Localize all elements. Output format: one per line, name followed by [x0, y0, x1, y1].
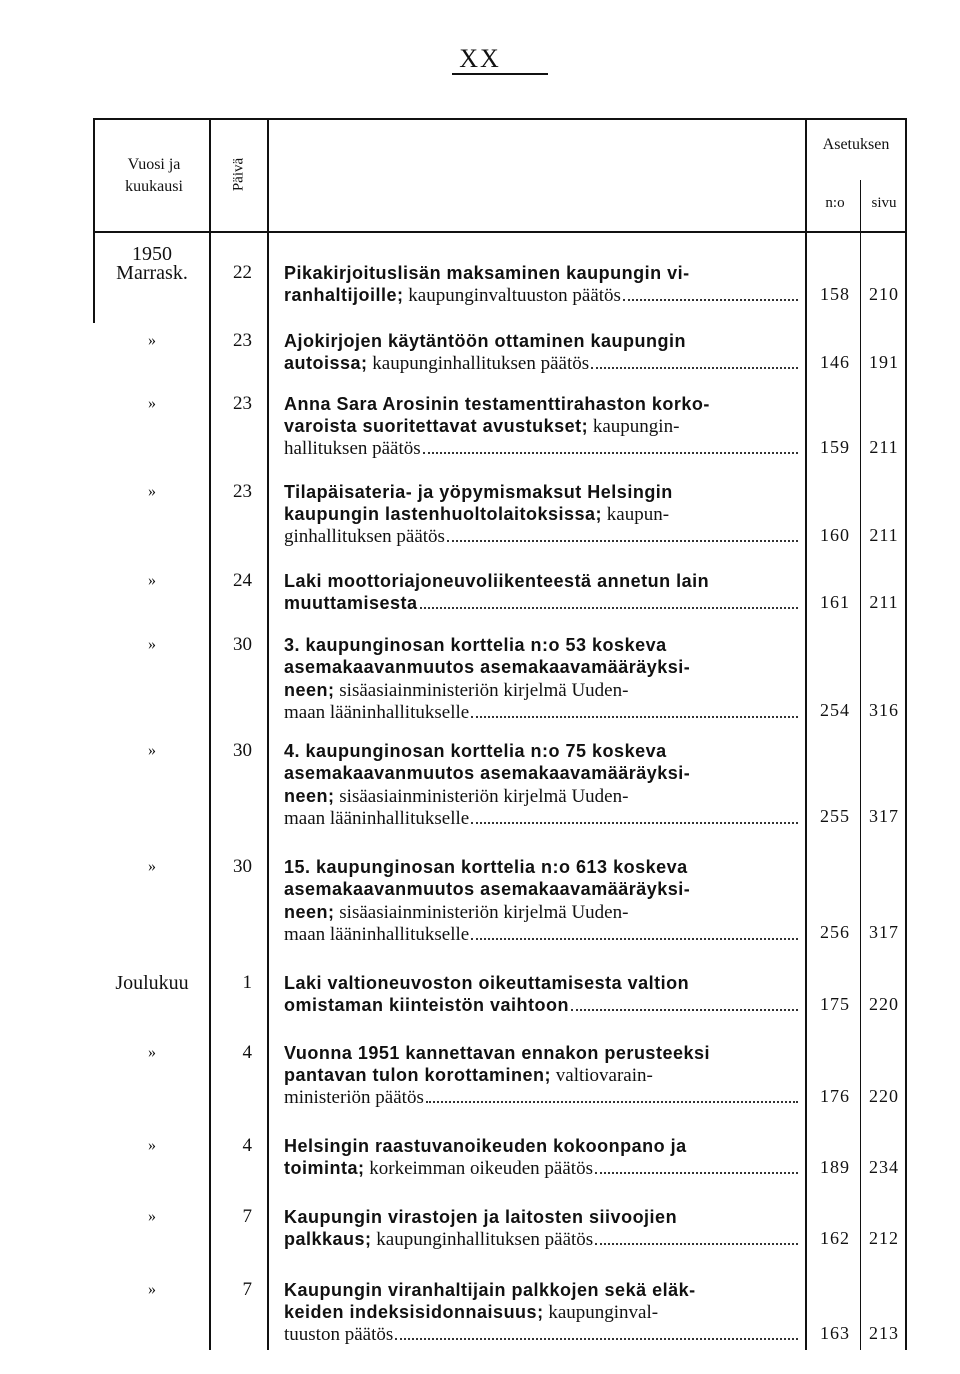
description-normal: ministeriön päätös: [284, 1087, 424, 1108]
ditto-mark: »: [148, 483, 156, 500]
leader-dots: [426, 1101, 798, 1103]
header-number: n:o: [825, 195, 845, 211]
description-line: [284, 785, 800, 808]
title-underline: [452, 73, 548, 75]
leader-dots: [423, 452, 798, 454]
description-cell: [284, 856, 800, 946]
description-normal: tuuston päätös: [284, 1324, 394, 1345]
description-line: Helsingin raastuvanoikeuden kokoonpano ja: [284, 1136, 687, 1156]
description-normal: korkeimman oikeuden päätös: [364, 1158, 593, 1179]
description-text: [284, 526, 445, 548]
leader-dots: [395, 1338, 798, 1340]
description-line: [284, 592, 800, 615]
description-text: [284, 1302, 658, 1323]
description-line: Laki moottoriajoneuvoliikenteestä annetun lain: [284, 571, 710, 591]
description-line: [284, 284, 800, 307]
description-normal: kaupunginhallituksen päätös: [367, 353, 590, 374]
description-line: Pikakirjoituslisän maksaminen kaupungin vi-: [284, 263, 690, 283]
description-line: [284, 526, 800, 548]
description-cell: [284, 1042, 800, 1109]
day-cell: 1: [242, 972, 252, 993]
leader-dots: [420, 607, 798, 609]
description-text: [284, 1157, 593, 1180]
day-cell: 23: [233, 330, 252, 351]
description-line: [284, 438, 800, 460]
description-line: Vuonna 1951 kannettavan ennakon perusteeksi: [284, 1043, 710, 1063]
description-line: [284, 762, 800, 785]
ditto-mark: »: [148, 858, 156, 875]
description-text: [284, 1087, 424, 1109]
description-line: Kaupungin virastojen ja laitosten siivoojien: [284, 1207, 678, 1227]
day-cell: 7: [242, 1206, 252, 1227]
number-cell: 160: [820, 525, 850, 545]
description-line: Tilapäisateria- ja yöpymismaksut Helsingin: [284, 482, 673, 502]
description-cell: [284, 1279, 800, 1346]
description-text: [284, 284, 621, 307]
day-cell: 23: [233, 393, 252, 414]
description-text: [284, 879, 690, 900]
day-cell: 23: [233, 481, 252, 502]
description-normal: kaupun-: [602, 504, 670, 525]
description-bold: asemakaavanmuutos asemakaavamääräyksi-: [284, 879, 691, 899]
ditto-mark: »: [148, 742, 156, 759]
description-text: [284, 1228, 593, 1251]
description-line: [284, 679, 800, 702]
leader-dots: [591, 367, 798, 369]
description-text: [284, 504, 669, 525]
description-text: [284, 924, 469, 946]
page-cell: 317: [869, 806, 899, 826]
description-line: [284, 924, 800, 946]
number-cell: 255: [820, 806, 850, 826]
description-cell: [284, 1206, 800, 1251]
table-top-rule: [93, 118, 907, 120]
day-cell: 7: [242, 1279, 252, 1300]
description-text: [284, 657, 690, 678]
description-bold: neen;: [284, 902, 335, 922]
description-line: [284, 1157, 800, 1180]
description-cell: [284, 634, 800, 724]
ditto-mark: »: [148, 636, 156, 653]
number-cell: 146: [820, 352, 850, 372]
description-normal: kaupungin-: [588, 416, 680, 437]
number-cell: 161: [820, 592, 850, 612]
header-page: sivu: [871, 195, 897, 211]
description-cell: [284, 262, 800, 307]
number-cell: 175: [820, 994, 850, 1014]
day-column-rule: [267, 118, 269, 1350]
description-text: [284, 416, 679, 437]
page-cell: 220: [869, 994, 899, 1014]
leader-dots: [595, 1172, 798, 1174]
leader-dots: [595, 1243, 798, 1245]
number-cell: 254: [820, 700, 850, 720]
description-cell: [284, 393, 800, 460]
description-normal: kaupunginhallituksen päätös: [371, 1229, 594, 1250]
description-normal: sisäasiainministeriön kirjelmä Uuden-: [334, 680, 629, 701]
ditto-mark: »: [148, 572, 156, 589]
number-cell: 256: [820, 922, 850, 942]
description-text: [284, 763, 690, 784]
description-bold: muuttamisesta: [284, 593, 418, 613]
description-bold: ranhaltijoille;: [284, 285, 404, 305]
day-cell: 4: [242, 1042, 252, 1063]
month-cell: Joulukuu: [115, 972, 189, 994]
day-cell: 22: [233, 262, 252, 283]
description-line: Laki valtioneuvoston oikeuttamisesta valtion: [284, 973, 690, 993]
description-bold: keiden indeksisidonnaisuus;: [284, 1302, 544, 1322]
description-bold: neen;: [284, 680, 335, 700]
description-normal: kaupunginval-: [543, 1302, 659, 1323]
description-line: [284, 702, 800, 724]
description-line: 15. kaupunginosan korttelia n:o 613 koskeva: [284, 857, 688, 877]
description-line: Kaupungin viranhaltijain palkkojen sekä eläk-: [284, 1280, 696, 1300]
page-cell: 211: [869, 592, 899, 612]
description-text: [284, 994, 569, 1017]
description-line: [284, 415, 800, 438]
page-cell: 213: [869, 1323, 899, 1343]
ditto-mark: »: [148, 1208, 156, 1225]
description-line: 4. kaupunginosan korttelia n:o 75 koskeva: [284, 741, 667, 761]
year-cell: 1950: [132, 243, 172, 265]
page-cell: 211: [869, 525, 899, 545]
description-line: [284, 878, 800, 901]
description-cell: [284, 740, 800, 830]
description-line: [284, 1301, 800, 1324]
description-text: [284, 680, 628, 701]
table-header-rule: [93, 231, 907, 233]
day-cell: 30: [233, 634, 252, 655]
number-cell: 189: [820, 1157, 850, 1177]
table-left-border: [93, 118, 95, 323]
description-normal: maan lääninhallitukselle: [284, 924, 470, 945]
description-line: 3. kaupunginosan korttelia n:o 53 koskeva: [284, 635, 667, 655]
year-column-rule: [209, 118, 211, 1350]
description-text: [284, 902, 628, 923]
description-normal: kaupunginvaltuuston päätös: [403, 285, 621, 306]
description-cell: [284, 1135, 800, 1180]
page-cell: 211: [869, 437, 899, 457]
page-title: XX: [459, 44, 501, 73]
description-line: [284, 1324, 800, 1346]
description-normal: maan lääninhallitukselle: [284, 808, 470, 829]
page-cell: 317: [869, 922, 899, 942]
number-cell: 176: [820, 1086, 850, 1106]
ditto-mark: »: [148, 332, 156, 349]
number-column-rule: [805, 118, 807, 1350]
description-text: [284, 352, 589, 375]
description-line: [284, 994, 800, 1017]
description-line: [284, 656, 800, 679]
description-normal: sisäasiainministeriön kirjelmä Uuden-: [334, 902, 629, 923]
number-cell: 163: [820, 1323, 850, 1343]
description-line: [284, 1228, 800, 1251]
description-normal: maan lääninhallitukselle: [284, 702, 470, 723]
leader-dots: [571, 1009, 798, 1011]
day-cell: 4: [242, 1135, 252, 1156]
description-bold: neen;: [284, 786, 335, 806]
description-normal: sisäasiainministeriön kirjelmä Uuden-: [334, 786, 629, 807]
description-line: [284, 1064, 800, 1087]
description-bold: palkkaus;: [284, 1229, 372, 1249]
leader-dots: [623, 299, 798, 301]
number-cell: 162: [820, 1228, 850, 1248]
ditto-mark: »: [148, 1044, 156, 1061]
description-line: [284, 352, 800, 375]
description-text: [284, 592, 418, 615]
description-cell: [284, 481, 800, 548]
leader-dots: [471, 716, 798, 718]
header-year-month: Vuosi ja kuukausi: [125, 156, 183, 195]
description-bold: kaupungin lastenhuoltolaitoksissa;: [284, 504, 603, 524]
description-line: [284, 901, 800, 924]
page-cell: 234: [869, 1157, 899, 1177]
leader-dots: [471, 822, 798, 824]
description-text: [284, 1065, 653, 1086]
description-cell: [284, 972, 800, 1017]
description-normal: ginhallituksen päätös: [284, 526, 445, 547]
description-bold: varoista suoritettavat avustukset;: [284, 416, 589, 436]
ditto-mark: »: [148, 395, 156, 412]
description-text: [284, 786, 628, 807]
description-line: [284, 808, 800, 830]
page-cell: 220: [869, 1086, 899, 1106]
leader-dots: [447, 540, 798, 542]
description-text: [284, 808, 469, 830]
description-cell: [284, 330, 800, 375]
ditto-mark: »: [148, 1137, 156, 1154]
day-cell: 30: [233, 740, 252, 761]
description-line: Ajokirjojen käytäntöön ottaminen kaupungin: [284, 331, 687, 351]
page-cell: 212: [869, 1228, 899, 1248]
description-bold: toiminta;: [284, 1158, 365, 1178]
page-cell: 191: [869, 352, 899, 372]
number-cell: 159: [820, 437, 850, 457]
description-line: [284, 503, 800, 526]
header-asetuksen: Asetuksen: [822, 136, 890, 153]
day-cell: 24: [233, 570, 252, 591]
description-bold: pantavan tulon korottaminen;: [284, 1065, 552, 1085]
header-day: Päivä: [230, 157, 247, 192]
description-text: [284, 1324, 393, 1346]
description-bold: asemakaavanmuutos asemakaavamääräyksi-: [284, 657, 691, 677]
ditto-mark: »: [148, 1281, 156, 1298]
day-cell: 30: [233, 856, 252, 877]
leader-dots: [471, 938, 798, 940]
page-cell: 316: [869, 700, 899, 720]
description-bold: autoissa;: [284, 353, 368, 373]
number-cell: 158: [820, 284, 850, 304]
description-text: [284, 438, 421, 460]
description-text: [284, 702, 469, 724]
description-cell: [284, 570, 800, 615]
description-bold: omistaman kiinteistön vaihtoon: [284, 995, 570, 1015]
description-line: Anna Sara Arosinin testamenttirahaston korko-: [284, 394, 710, 414]
description-normal: valtiovarain-: [551, 1065, 653, 1086]
month-cell: Marrask.: [116, 262, 188, 284]
description-normal: hallituksen päätös: [284, 438, 421, 459]
page-cell: 210: [869, 284, 899, 304]
description-bold: asemakaavanmuutos asemakaavamääräyksi-: [284, 763, 691, 783]
description-line: [284, 1087, 800, 1109]
